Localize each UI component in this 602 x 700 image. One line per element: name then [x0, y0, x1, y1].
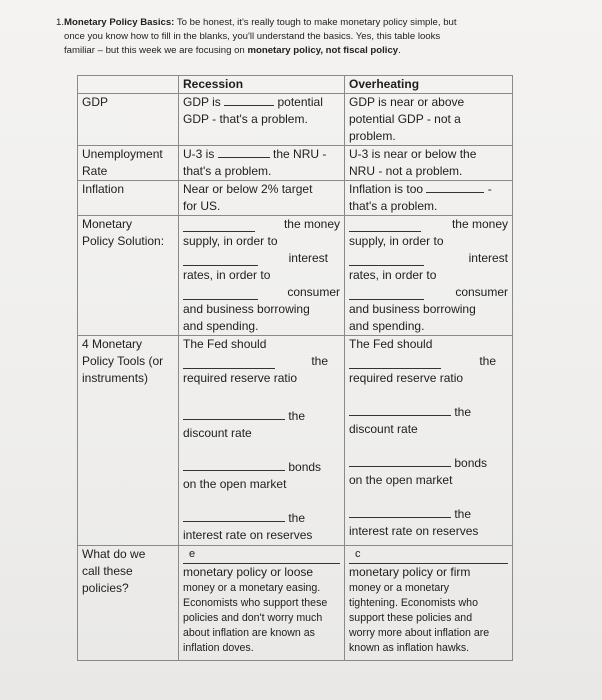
monetary-rec-supply: supply, in order to [183, 234, 278, 248]
spacer [349, 387, 508, 404]
tools-rec-ior-line [183, 510, 340, 527]
policies-rec-line-1: monetary policy or loose [183, 565, 314, 579]
policies-over-blank[interactable]: c [349, 546, 508, 564]
tools-over-ior-blank[interactable] [349, 506, 451, 518]
tools-rec-bonds-line [183, 459, 340, 476]
monetary-label-2: Policy Solution: [82, 234, 165, 248]
monetary-over-consumer-line [349, 284, 508, 301]
tools-rec-discount-the: the [288, 409, 306, 423]
monetary-rec-interest-line [183, 250, 340, 267]
gdp-overheating-cell [345, 94, 513, 146]
unemployment-label-1: Unemployment [82, 147, 163, 161]
gdp-over-line-2: potential GDP - not a [349, 112, 461, 126]
tools-rec-fed: The Fed should [183, 337, 267, 351]
monetary-over-interest-line [349, 250, 508, 267]
tools-rec-ior-the: the [288, 511, 306, 525]
tools-overheating-cell [345, 336, 513, 546]
monetary-rec-interest: interest [288, 251, 328, 265]
question-intro [56, 16, 504, 58]
monetary-policy-table [77, 75, 513, 661]
inflation-over-line-1 [349, 181, 508, 198]
inflation-row [78, 181, 513, 216]
unemployment-label [78, 146, 179, 181]
tools-over-fed: The Fed should [349, 337, 433, 351]
question-number: 1. [56, 17, 65, 28]
inflation-rec-line-2: for US. [183, 199, 221, 213]
intro-line-1 [64, 16, 504, 30]
tools-recession-cell [179, 336, 345, 546]
tools-over-rrr-blank[interactable] [349, 357, 441, 369]
policies-rec-line-2: money or a monetary easing. [183, 582, 321, 594]
tools-rec-ior-blank[interactable] [183, 510, 285, 522]
gdp-label: GDP [78, 94, 179, 146]
monetary-over-spending: and spending. [349, 319, 425, 333]
spacer [349, 489, 508, 506]
monetary-overheating-cell [345, 216, 513, 336]
tools-rec-bonds-blank[interactable] [183, 459, 285, 471]
gdp-recession-line-1 [183, 94, 340, 111]
tools-over-bonds: bonds [454, 456, 488, 470]
monetary-rec-spending: and spending. [183, 319, 259, 333]
intro-line-2: once you know how to fill in the blanks, you'll understand the basics. Yes, this table looks [64, 31, 441, 42]
monetary-label-1: Monetary [82, 217, 133, 231]
header-empty [78, 76, 179, 94]
monetary-rec-consumer-line [183, 284, 340, 301]
tools-rec-discount: discount rate [183, 426, 252, 440]
policies-label-3: policies? [82, 581, 129, 595]
intro-line-3 [64, 44, 504, 58]
monetary-solution-label [78, 216, 179, 336]
monetary-over-borrowing: and business borrowing [349, 302, 476, 316]
policies-label [78, 546, 179, 661]
inflation-rec-line-1: Near or below 2% target [183, 182, 313, 196]
spacer [183, 442, 340, 459]
policies-row [78, 546, 513, 661]
policies-rec-line-6: inflation doves. [183, 642, 254, 654]
policies-over-line-1: monetary policy or firm [349, 565, 471, 579]
inflation-recession-cell [179, 181, 345, 216]
unemployment-recession-blank[interactable] [218, 146, 270, 158]
intro-emphasis: monetary policy, not fiscal policy [247, 45, 399, 56]
gdp-over-line-1: GDP is near or above [349, 95, 465, 109]
tools-rec-rrr-line [183, 353, 340, 370]
inflation-overheating-cell [345, 181, 513, 216]
intro-title: Monetary Policy Basics: [64, 17, 175, 28]
tools-rec-open-market: on the open market [183, 477, 287, 491]
monetary-over-rates: rates, in order to [349, 268, 437, 282]
policies-rec-blank[interactable]: e [183, 546, 340, 564]
intro-text-1: To be honest, it's really tough to make monetary policy simple, but [176, 17, 457, 28]
policies-overheating-cell [345, 546, 513, 661]
monetary-rec-borrowing: and business borrowing [183, 302, 310, 316]
monetary-over-supply: supply, in order to [349, 234, 444, 248]
unemployment-overheating-cell [345, 146, 513, 181]
tools-over-ior-line [349, 506, 508, 523]
unemployment-rec-line-2: that's a problem. [183, 164, 272, 178]
inflation-overheating-blank[interactable] [426, 181, 484, 193]
tools-over-discount-blank[interactable] [349, 404, 451, 416]
gdp-rec-text-b: potential [277, 95, 323, 109]
tools-over-discount-line [349, 404, 508, 421]
tools-rec-rrr: required reserve ratio [183, 371, 298, 385]
monetary-over-interest-blank[interactable] [349, 254, 424, 266]
tools-rec-rrr-blank[interactable] [183, 357, 275, 369]
inflation-over-text-a: Inflation is too [349, 182, 424, 196]
intro-text-3c: . [398, 45, 401, 56]
header-overheating: Overheating [345, 76, 513, 94]
monetary-over-consumer-blank[interactable] [349, 288, 424, 300]
policies-over-line-3: tightening. Economists who [349, 597, 478, 609]
monetary-rec-the-money: the money [283, 217, 340, 231]
policies-label-2: call these [82, 564, 133, 578]
unemployment-over-line-2: NRU - not a problem. [349, 164, 463, 178]
tools-rec-bonds: bonds [288, 460, 322, 474]
unemployment-rec-line-1 [183, 146, 340, 163]
tools-label [78, 336, 179, 546]
gdp-recession-blank[interactable] [224, 94, 274, 106]
tools-rec-rrr-the: the [311, 354, 328, 368]
unemployment-recession-cell [179, 146, 345, 181]
monetary-over-money-blank[interactable] [349, 220, 421, 232]
spacer [349, 438, 508, 455]
spacer [183, 493, 340, 510]
tools-over-discount-the: the [454, 405, 472, 419]
monetary-over-interest: interest [468, 251, 508, 265]
monetary-recession-cell [179, 216, 345, 336]
tools-over-rrr-line [349, 353, 508, 370]
policies-recession-cell [179, 546, 345, 661]
monetary-over-the-money: the money [451, 217, 508, 231]
gdp-over-line-3: problem. [349, 129, 396, 143]
spacer [183, 387, 340, 404]
policies-over-line-6: known as inflation hawks. [349, 642, 470, 654]
monetary-rec-interest-blank[interactable] [183, 254, 258, 266]
gdp-recession-cell [179, 94, 345, 146]
gdp-recession-line-2: GDP - that's a problem. [183, 112, 308, 126]
policies-rec-line-3: Economists who support these [183, 597, 328, 609]
monetary-rec-consumer-blank[interactable] [183, 288, 258, 300]
tools-over-rrr-the: the [479, 354, 496, 368]
monetary-over-money-line [349, 216, 508, 233]
monetary-solution-row [78, 216, 513, 336]
inflation-label: Inflation [78, 181, 179, 216]
tools-label-1: 4 Monetary [82, 337, 143, 351]
tools-over-ior: interest rate on reserves [349, 524, 479, 538]
monetary-rec-money-line [183, 216, 340, 233]
policies-over-line-2: money or a monetary [349, 582, 450, 594]
intro-text-3a: familiar – but this week we are focusing on [64, 45, 248, 56]
header-row [78, 76, 513, 94]
tools-label-2: Policy Tools (or [82, 354, 164, 368]
tools-row [78, 336, 513, 546]
tools-rec-discount-line [183, 404, 340, 425]
policies-rec-line-4: policies and don't worry much [183, 612, 323, 624]
unemp-rec-text-b: the NRU - [273, 147, 327, 161]
gdp-row [78, 94, 513, 146]
tools-over-bonds-line [349, 455, 508, 472]
unemployment-row [78, 146, 513, 181]
policies-rec-line-5: about inflation are known as [183, 627, 315, 639]
unemp-rec-text-a: U-3 is [183, 147, 215, 161]
tools-over-rrr: required reserve ratio [349, 371, 464, 385]
tools-over-discount: discount rate [349, 422, 418, 436]
monetary-over-consumer: consumer [455, 285, 508, 299]
monetary-rec-rates: rates, in order to [183, 268, 271, 282]
tools-over-ior-the: the [454, 507, 472, 521]
tools-over-bonds-blank[interactable] [349, 455, 451, 467]
tools-label-3: instruments) [82, 371, 149, 385]
tools-over-open-market: on the open market [349, 473, 453, 487]
policies-label-1: What do we [82, 547, 146, 561]
tools-rec-ior: interest rate on reserves [183, 528, 313, 542]
unemployment-label-2: Rate [82, 164, 108, 178]
header-recession: Recession [179, 76, 345, 94]
inflation-over-dash: - [487, 182, 492, 196]
inflation-over-line-2: that's a problem. [349, 199, 438, 213]
policies-over-line-4: support these policies and [349, 612, 473, 624]
gdp-rec-text-a: GDP is [183, 95, 221, 109]
policies-over-line-5: worry more about inflation are [349, 627, 490, 639]
unemployment-over-line-1: U-3 is near or below the [349, 147, 477, 161]
monetary-rec-consumer: consumer [287, 285, 340, 299]
tools-rec-discount-blank[interactable] [183, 408, 285, 420]
monetary-rec-money-blank[interactable] [183, 220, 255, 232]
